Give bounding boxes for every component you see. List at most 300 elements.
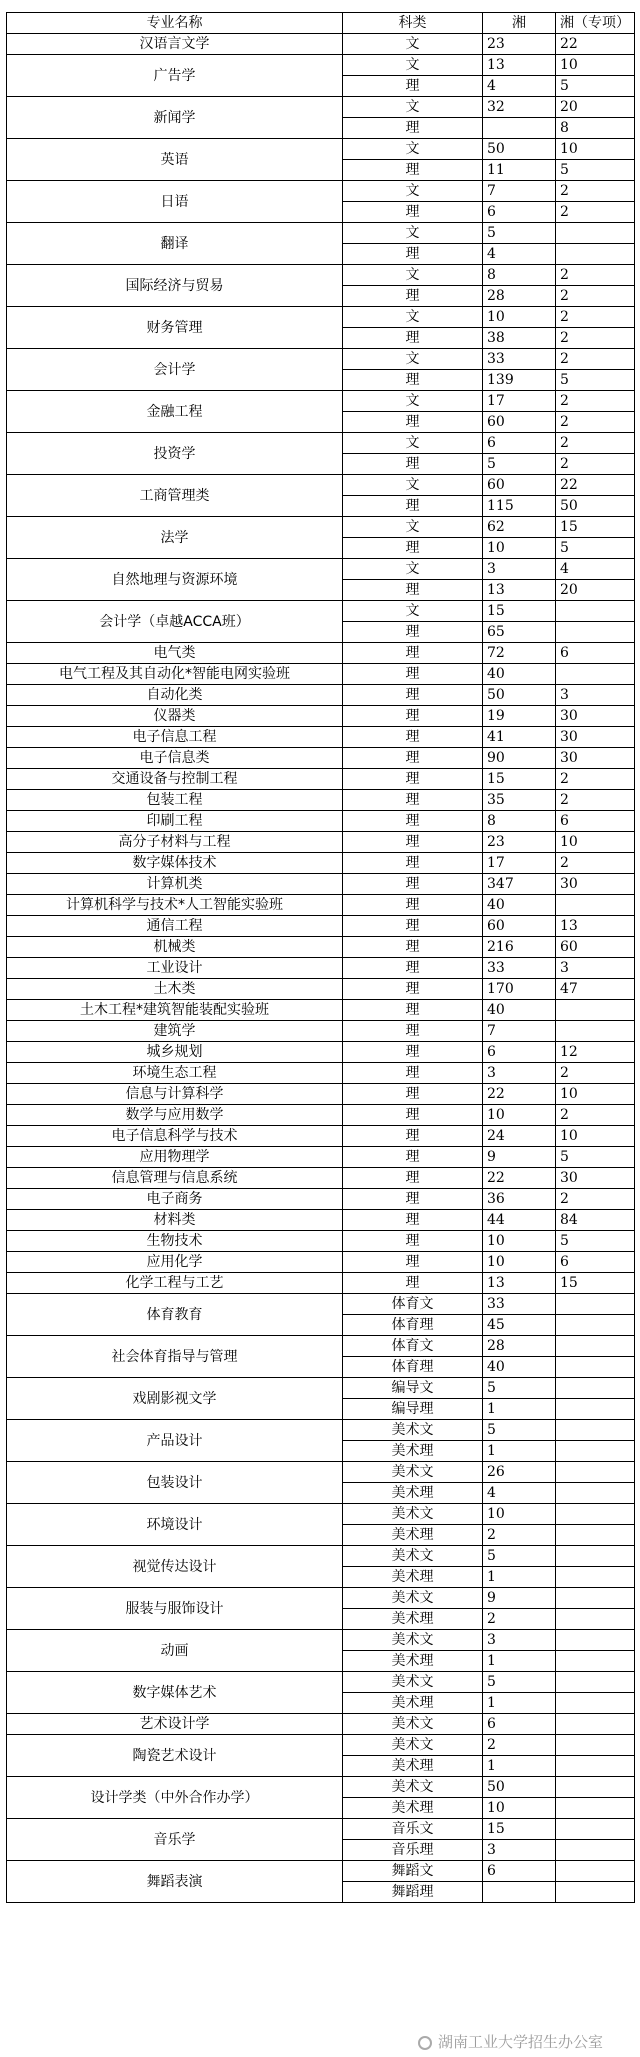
- xiang-special-quota-cell: 10: [556, 1126, 635, 1147]
- major-name: 电子信息类: [7, 748, 343, 769]
- xiang-special-quota-cell: 5: [556, 76, 635, 97]
- xiang-quota-cell: 40: [483, 1357, 556, 1378]
- xiang-special-quota-cell: [556, 1882, 635, 1903]
- category-cell: 美术理: [343, 1441, 483, 1462]
- category-cell: 理: [343, 916, 483, 937]
- xiang-special-quota-cell: 2: [556, 1105, 635, 1126]
- category-cell: 美术理: [343, 1483, 483, 1504]
- xiang-special-quota-cell: [556, 1336, 635, 1357]
- xiang-quota-cell: 23: [483, 832, 556, 853]
- xiang-special-quota-cell: 5: [556, 538, 635, 559]
- xiang-special-quota-cell: [556, 1819, 635, 1840]
- xiang-special-quota-cell: 22: [556, 475, 635, 496]
- major-name: 工业设计: [7, 958, 343, 979]
- xiang-special-quota-cell: 2: [556, 1189, 635, 1210]
- major-name: 电子商务: [7, 1189, 343, 1210]
- xiang-special-quota-cell: 20: [556, 97, 635, 118]
- xiang-special-quota-cell: [556, 1630, 635, 1651]
- xiang-special-quota-cell: 2: [556, 433, 635, 454]
- category-cell: 理: [343, 202, 483, 223]
- xiang-special-quota-cell: 2: [556, 349, 635, 370]
- xiang-quota-cell: 15: [483, 601, 556, 622]
- xiang-special-quota-cell: [556, 1714, 635, 1735]
- xiang-special-quota-cell: [556, 1021, 635, 1042]
- xiang-quota-cell: 40: [483, 1000, 556, 1021]
- watermark: [418, 2031, 603, 2052]
- category-cell: 美术理: [343, 1567, 483, 1588]
- category-cell: 理: [343, 412, 483, 433]
- table-row: [7, 1588, 635, 1609]
- xiang-special-quota-cell: 6: [556, 1252, 635, 1273]
- xiang-special-quota-cell: [556, 1294, 635, 1315]
- table-row: [7, 1420, 635, 1441]
- category-cell: 理: [343, 979, 483, 1000]
- xiang-quota-cell: 32: [483, 97, 556, 118]
- major-name: 服装与服饰设计: [7, 1588, 343, 1630]
- major-name: 音乐学: [7, 1819, 343, 1861]
- category-cell: 舞蹈理: [343, 1882, 483, 1903]
- table-row: [7, 769, 635, 790]
- xiang-quota-cell: 28: [483, 1336, 556, 1357]
- xiang-quota-cell: 1: [483, 1441, 556, 1462]
- category-cell: 文: [343, 55, 483, 76]
- xiang-quota-cell: 38: [483, 328, 556, 349]
- category-cell: 美术文: [343, 1672, 483, 1693]
- xiang-special-quota-cell: 2: [556, 853, 635, 874]
- xiang-special-quota-cell: [556, 1378, 635, 1399]
- major-name: 信息管理与信息系统: [7, 1168, 343, 1189]
- category-cell: 编导理: [343, 1399, 483, 1420]
- xiang-quota-cell: 10: [483, 1105, 556, 1126]
- major-name: 日语: [7, 181, 343, 223]
- xiang-special-quota-cell: 2: [556, 391, 635, 412]
- category-cell: 美术理: [343, 1693, 483, 1714]
- xiang-special-quota-cell: 2: [556, 286, 635, 307]
- xiang-quota-cell: 50: [483, 685, 556, 706]
- major-name: 包装设计: [7, 1462, 343, 1504]
- major-name: 会计学: [7, 349, 343, 391]
- xiang-quota-cell: 1: [483, 1693, 556, 1714]
- xiang-special-quota-cell: 10: [556, 832, 635, 853]
- xiang-special-quota-cell: 3: [556, 958, 635, 979]
- xiang-special-quota-cell: [556, 1651, 635, 1672]
- xiang-quota-cell: 10: [483, 307, 556, 328]
- table-row: [7, 1378, 635, 1399]
- table-row: [7, 1777, 635, 1798]
- table-row: [7, 1126, 635, 1147]
- xiang-special-quota-cell: 50: [556, 496, 635, 517]
- category-cell: 理: [343, 895, 483, 916]
- category-cell: 美术理: [343, 1798, 483, 1819]
- xiang-special-quota-cell: 5: [556, 1231, 635, 1252]
- table-row: [7, 265, 635, 286]
- xiang-special-quota-cell: [556, 1588, 635, 1609]
- xiang-quota-cell: 65: [483, 622, 556, 643]
- table-row: [7, 1042, 635, 1063]
- major-name: 汉语言文学: [7, 34, 343, 55]
- major-name: 计算机类: [7, 874, 343, 895]
- category-cell: 理: [343, 496, 483, 517]
- table-row: [7, 559, 635, 580]
- table-row: [7, 1819, 635, 1840]
- major-name: 工商管理类: [7, 475, 343, 517]
- major-name: 土木工程*建筑智能装配实验班: [7, 1000, 343, 1021]
- category-cell: 美术文: [343, 1735, 483, 1756]
- major-name: 电子信息工程: [7, 727, 343, 748]
- xiang-special-quota-cell: [556, 1483, 635, 1504]
- table-row: [7, 391, 635, 412]
- category-cell: 美术文: [343, 1420, 483, 1441]
- category-cell: 体育理: [343, 1357, 483, 1378]
- category-cell: 音乐文: [343, 1819, 483, 1840]
- table-row: [7, 1189, 635, 1210]
- xiang-quota-cell: 6: [483, 433, 556, 454]
- major-name: 体育教育: [7, 1294, 343, 1336]
- table-row: [7, 34, 635, 55]
- table-row: [7, 790, 635, 811]
- xiang-quota-cell: 5: [483, 223, 556, 244]
- table-row: [7, 433, 635, 454]
- table-row: [7, 979, 635, 1000]
- category-cell: 编导文: [343, 1378, 483, 1399]
- xiang-quota-cell: 50: [483, 139, 556, 160]
- xiang-quota-cell: 60: [483, 916, 556, 937]
- xiang-special-quota-cell: 30: [556, 706, 635, 727]
- major-name: 建筑学: [7, 1021, 343, 1042]
- xiang-special-quota-cell: [556, 1672, 635, 1693]
- xiang-quota-cell: 10: [483, 1231, 556, 1252]
- category-cell: 理: [343, 1147, 483, 1168]
- category-cell: 理: [343, 76, 483, 97]
- category-cell: 美术文: [343, 1777, 483, 1798]
- xiang-quota-cell: 4: [483, 244, 556, 265]
- category-cell: 理: [343, 958, 483, 979]
- xiang-quota-cell: 6: [483, 1861, 556, 1882]
- xiang-special-quota-cell: 6: [556, 811, 635, 832]
- xiang-special-quota-cell: [556, 895, 635, 916]
- category-cell: 理: [343, 1210, 483, 1231]
- table-row: [7, 475, 635, 496]
- table-row: [7, 727, 635, 748]
- major-name: 舞蹈表演: [7, 1861, 343, 1903]
- table-row: [7, 685, 635, 706]
- xiang-quota-cell: 45: [483, 1315, 556, 1336]
- table-row: [7, 517, 635, 538]
- xiang-quota-cell: 3: [483, 1063, 556, 1084]
- category-cell: 理: [343, 538, 483, 559]
- xiang-quota-cell: 13: [483, 580, 556, 601]
- xiang-special-quota-cell: 2: [556, 202, 635, 223]
- xiang-special-quota-cell: [556, 1000, 635, 1021]
- xiang-special-quota-cell: [556, 601, 635, 622]
- major-name: 信息与计算科学: [7, 1084, 343, 1105]
- major-name: 戏剧影视文学: [7, 1378, 343, 1420]
- major-name: 仪器类: [7, 706, 343, 727]
- xiang-quota-cell: 9: [483, 1147, 556, 1168]
- category-cell: 理: [343, 1252, 483, 1273]
- table-row: [7, 181, 635, 202]
- xiang-special-quota-cell: [556, 1357, 635, 1378]
- category-cell: 理: [343, 832, 483, 853]
- xiang-special-quota-cell: [556, 1609, 635, 1630]
- table-row: [7, 664, 635, 685]
- major-name: 财务管理: [7, 307, 343, 349]
- category-cell: 理: [343, 769, 483, 790]
- table-row: [7, 1294, 635, 1315]
- xiang-quota-cell: 23: [483, 34, 556, 55]
- xiang-special-quota-cell: 15: [556, 1273, 635, 1294]
- major-name: 产品设计: [7, 1420, 343, 1462]
- xiang-special-quota-cell: 5: [556, 1147, 635, 1168]
- xiang-special-quota-cell: 3: [556, 685, 635, 706]
- category-cell: 美术文: [343, 1630, 483, 1651]
- xiang-quota-cell: 2: [483, 1735, 556, 1756]
- xiang-quota-cell: 40: [483, 664, 556, 685]
- xiang-special-quota-cell: [556, 1693, 635, 1714]
- major-name: 社会体育指导与管理: [7, 1336, 343, 1378]
- major-name: 数字媒体技术: [7, 853, 343, 874]
- category-cell: 美术理: [343, 1756, 483, 1777]
- xiang-quota-cell: 7: [483, 1021, 556, 1042]
- table-row: [7, 1084, 635, 1105]
- major-name: 新闻学: [7, 97, 343, 139]
- xiang-quota-cell: 13: [483, 55, 556, 76]
- major-name: 材料类: [7, 1210, 343, 1231]
- table-row: [7, 1252, 635, 1273]
- xiang-quota-cell: 10: [483, 1252, 556, 1273]
- category-cell: 理: [343, 1189, 483, 1210]
- major-name: 应用化学: [7, 1252, 343, 1273]
- category-cell: 美术理: [343, 1525, 483, 1546]
- xiang-quota-cell: 44: [483, 1210, 556, 1231]
- category-cell: 理: [343, 622, 483, 643]
- xiang-special-quota-cell: 2: [556, 790, 635, 811]
- xiang-quota-cell: 2: [483, 1609, 556, 1630]
- xiang-quota-cell: 2: [483, 1525, 556, 1546]
- admission-table-wrapper: [6, 12, 634, 1903]
- major-name: 金融工程: [7, 391, 343, 433]
- category-cell: 文: [343, 97, 483, 118]
- category-cell: 理: [343, 748, 483, 769]
- table-row: [7, 1063, 635, 1084]
- table-row: [7, 139, 635, 160]
- xiang-quota-cell: 6: [483, 1042, 556, 1063]
- major-name: 法学: [7, 517, 343, 559]
- xiang-quota-cell: 13: [483, 1273, 556, 1294]
- xiang-special-quota-cell: [556, 1441, 635, 1462]
- xiang-quota-cell: 139: [483, 370, 556, 391]
- category-cell: 理: [343, 1063, 483, 1084]
- table-row: [7, 1672, 635, 1693]
- xiang-special-quota-cell: 2: [556, 328, 635, 349]
- xiang-quota-cell: 28: [483, 286, 556, 307]
- table-row: [7, 1546, 635, 1567]
- xiang-quota-cell: 3: [483, 1630, 556, 1651]
- category-cell: 文: [343, 433, 483, 454]
- major-name: 翻译: [7, 223, 343, 265]
- xiang-special-quota-cell: [556, 622, 635, 643]
- xiang-special-quota-cell: 8: [556, 118, 635, 139]
- xiang-special-quota-cell: [556, 223, 635, 244]
- xiang-special-quota-cell: [556, 1840, 635, 1861]
- xiang-special-quota-cell: 10: [556, 139, 635, 160]
- category-cell: 理: [343, 118, 483, 139]
- xiang-quota-cell: 11: [483, 160, 556, 181]
- category-cell: 理: [343, 1000, 483, 1021]
- xiang-quota-cell: 1: [483, 1651, 556, 1672]
- major-name: 计算机科学与技术*人工智能实验班: [7, 895, 343, 916]
- xiang-quota-cell: 10: [483, 1504, 556, 1525]
- category-cell: 体育文: [343, 1294, 483, 1315]
- table-row: [7, 874, 635, 895]
- xiang-quota-cell: 3: [483, 1840, 556, 1861]
- xiang-special-quota-cell: 60: [556, 937, 635, 958]
- major-name: 电子信息科学与技术: [7, 1126, 343, 1147]
- category-cell: 理: [343, 160, 483, 181]
- major-name: 通信工程: [7, 916, 343, 937]
- xiang-quota-cell: 17: [483, 391, 556, 412]
- xiang-quota-cell: 15: [483, 769, 556, 790]
- table-row: [7, 853, 635, 874]
- table-row: [7, 1462, 635, 1483]
- watermark-text: 湖南工业大学招生办公室: [438, 2033, 604, 2051]
- table-row: [7, 1336, 635, 1357]
- xiang-quota-cell: 1: [483, 1567, 556, 1588]
- table-row: [7, 1630, 635, 1651]
- category-cell: 理: [343, 328, 483, 349]
- xiang-quota-cell: 8: [483, 265, 556, 286]
- major-name: 英语: [7, 139, 343, 181]
- xiang-quota-cell: 7: [483, 181, 556, 202]
- table-row: [7, 1147, 635, 1168]
- table-row: [7, 1000, 635, 1021]
- category-cell: 体育理: [343, 1315, 483, 1336]
- major-name: 环境生态工程: [7, 1063, 343, 1084]
- xiang-quota-cell: 1: [483, 1399, 556, 1420]
- table-row: [7, 706, 635, 727]
- category-cell: 美术文: [343, 1714, 483, 1735]
- major-name: 应用物理学: [7, 1147, 343, 1168]
- xiang-special-quota-cell: 2: [556, 265, 635, 286]
- xiang-special-quota-cell: 5: [556, 370, 635, 391]
- category-cell: 音乐理: [343, 1840, 483, 1861]
- xiang-special-quota-cell: [556, 1525, 635, 1546]
- category-cell: 理: [343, 370, 483, 391]
- xiang-quota-cell: 8: [483, 811, 556, 832]
- xiang-quota-cell: 5: [483, 1378, 556, 1399]
- admission-plan-table: [6, 12, 635, 1903]
- xiang-quota-cell: 72: [483, 643, 556, 664]
- major-name: 数学与应用数学: [7, 1105, 343, 1126]
- xiang-quota-cell: 4: [483, 76, 556, 97]
- major-name: 陶瓷艺术设计: [7, 1735, 343, 1777]
- xiang-special-quota-cell: [556, 1756, 635, 1777]
- table-row: [7, 349, 635, 370]
- xiang-special-quota-cell: 10: [556, 1084, 635, 1105]
- xiang-special-quota-cell: 2: [556, 412, 635, 433]
- xiang-special-quota-cell: 2: [556, 307, 635, 328]
- category-cell: 理: [343, 685, 483, 706]
- xiang-special-quota-cell: 15: [556, 517, 635, 538]
- table-row: [7, 895, 635, 916]
- xiang-quota-cell: 41: [483, 727, 556, 748]
- xiang-special-quota-cell: [556, 1399, 635, 1420]
- table-row: [7, 601, 635, 622]
- xiang-quota-cell: 17: [483, 853, 556, 874]
- category-cell: 理: [343, 580, 483, 601]
- category-cell: 舞蹈文: [343, 1861, 483, 1882]
- major-name: 土木类: [7, 979, 343, 1000]
- category-cell: 理: [343, 1105, 483, 1126]
- major-name: 生物技术: [7, 1231, 343, 1252]
- category-cell: 美术文: [343, 1546, 483, 1567]
- header-major: 专业名称: [7, 13, 343, 34]
- xiang-special-quota-cell: [556, 1777, 635, 1798]
- major-name: 国际经济与贸易: [7, 265, 343, 307]
- xiang-quota-cell: 1: [483, 1756, 556, 1777]
- category-cell: 美术理: [343, 1651, 483, 1672]
- category-cell: 文: [343, 307, 483, 328]
- category-cell: 理: [343, 1021, 483, 1042]
- major-name: 高分子材料与工程: [7, 832, 343, 853]
- xiang-special-quota-cell: [556, 1462, 635, 1483]
- major-name: 会计学（卓越ACCA班）: [7, 601, 343, 643]
- xiang-special-quota-cell: 84: [556, 1210, 635, 1231]
- category-cell: 理: [343, 874, 483, 895]
- xiang-quota-cell: 90: [483, 748, 556, 769]
- category-cell: 理: [343, 1084, 483, 1105]
- major-name: 广告学: [7, 55, 343, 97]
- table-row: [7, 1735, 635, 1756]
- xiang-special-quota-cell: 2: [556, 1063, 635, 1084]
- xiang-quota-cell: 9: [483, 1588, 556, 1609]
- xiang-quota-cell: 170: [483, 979, 556, 1000]
- xiang-special-quota-cell: 10: [556, 55, 635, 76]
- category-cell: 美术理: [343, 1609, 483, 1630]
- xiang-quota-cell: 115: [483, 496, 556, 517]
- major-name: 设计学类（中外合作办学）: [7, 1777, 343, 1819]
- xiang-special-quota-cell: [556, 664, 635, 685]
- xiang-quota-cell: 40: [483, 895, 556, 916]
- major-name: 城乡规划: [7, 1042, 343, 1063]
- table-row: [7, 1714, 635, 1735]
- category-cell: 文: [343, 601, 483, 622]
- header-category: 科类: [343, 13, 483, 34]
- major-name: 自然地理与资源环境: [7, 559, 343, 601]
- xiang-quota-cell: 24: [483, 1126, 556, 1147]
- category-cell: 文: [343, 181, 483, 202]
- xiang-quota-cell: 33: [483, 1294, 556, 1315]
- category-cell: 文: [343, 349, 483, 370]
- category-cell: 文: [343, 139, 483, 160]
- xiang-special-quota-cell: [556, 1567, 635, 1588]
- xiang-quota-cell: 62: [483, 517, 556, 538]
- xiang-special-quota-cell: 2: [556, 454, 635, 475]
- table-row: [7, 958, 635, 979]
- table-row: [7, 223, 635, 244]
- major-name: 电气类: [7, 643, 343, 664]
- category-cell: 理: [343, 1168, 483, 1189]
- xiang-quota-cell: 35: [483, 790, 556, 811]
- xiang-quota-cell: 36: [483, 1189, 556, 1210]
- xiang-quota-cell: 5: [483, 454, 556, 475]
- xiang-special-quota-cell: 30: [556, 748, 635, 769]
- xiang-quota-cell: 4: [483, 1483, 556, 1504]
- xiang-quota-cell: 33: [483, 349, 556, 370]
- table-row: [7, 307, 635, 328]
- table-row: [7, 1861, 635, 1882]
- category-cell: 文: [343, 34, 483, 55]
